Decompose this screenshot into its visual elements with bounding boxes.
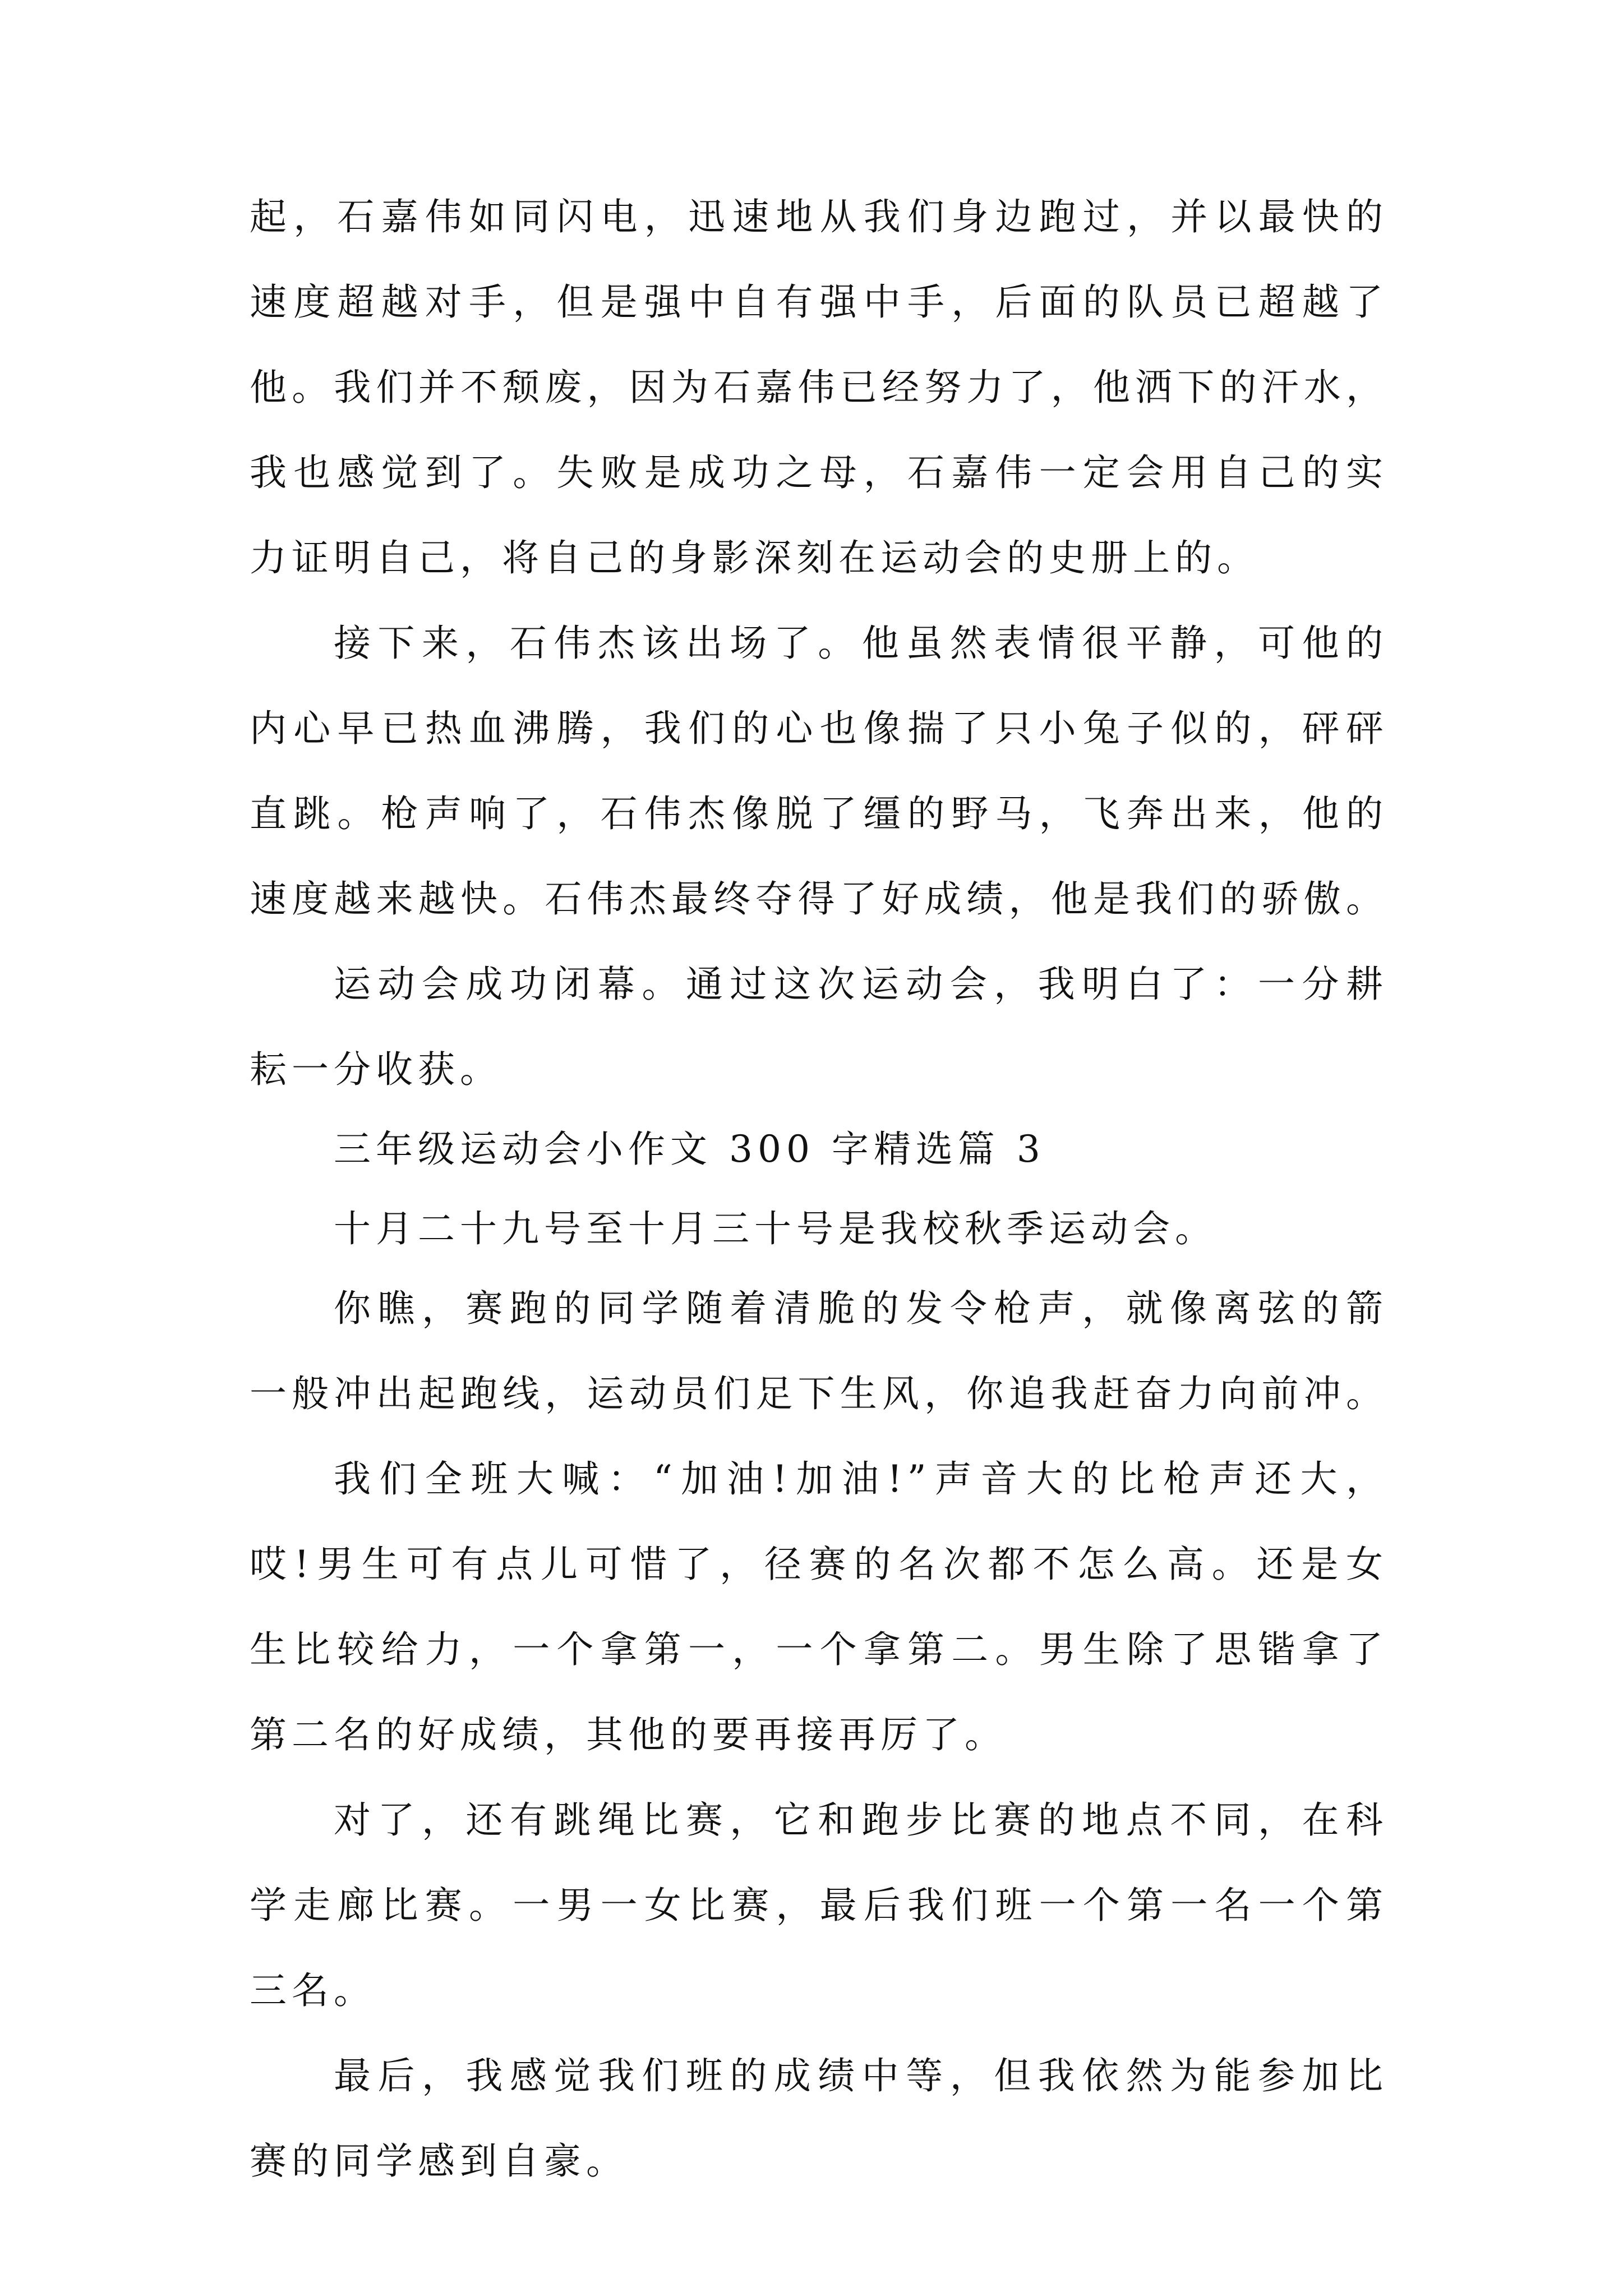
text-line: 我也感觉到了。失败是成功之母，石嘉伟一定会用自己的实 <box>250 451 1388 494</box>
text-line: 哎!男生可有点儿可惜了，径赛的名次都不怎么高。还是女 <box>250 1543 1388 1586</box>
document-body <box>250 191 1388 2188</box>
paragraph-first-line: 我们全班大喊：“加油!加油!”声音大的比枪声还大， <box>334 1457 1388 1501</box>
text-line: 内心早已热血沸腾，我们的心也像揣了只小兔子似的，砰砰 <box>250 707 1388 750</box>
text-line: 赛的同学感到自豪。 <box>250 2139 628 2183</box>
paragraph-first-line: 对了，还有跳绳比赛，它和跑步比赛的地点不同，在科 <box>334 1798 1388 1842</box>
text-line: 力证明自己，将自己的身影深刻在运动会的史册上的。 <box>250 536 1259 579</box>
section-heading: 三年级运动会小作文 300 字精选篇 3 <box>334 1128 1045 1171</box>
text-line: 三名。 <box>250 1969 376 2012</box>
text-line: 速度越来越快。石伟杰最终夺得了好成绩，他是我们的骄傲。 <box>250 877 1388 921</box>
text-line: 生比较给力，一个拿第一，一个拿第二。男生除了思锴拿了 <box>250 1628 1388 1671</box>
text-line: 直跳。枪声响了，石伟杰像脱了缰的野马，飞奔出来，他的 <box>250 792 1388 835</box>
paragraph-first-line: 接下来，石伟杰该出场了。他虽然表情很平静，可他的 <box>334 622 1388 665</box>
text-line: 第二名的好成绩，其他的要再接再厉了。 <box>250 1713 1007 1756</box>
text-line: 起，石嘉伟如同闪电，迅速地从我们身边跑过，并以最快的 <box>250 195 1388 238</box>
paragraph-first-line: 运动会成功闭幕。通过这次运动会，我明白了：一分耕 <box>334 963 1388 1006</box>
text-line: 速度超越对手，但是强中自有强中手，后面的队员已超越了 <box>250 280 1388 324</box>
text-line: 学走廊比赛。一男一女比赛，最后我们班一个第一名一个第 <box>250 1884 1388 1927</box>
paragraph-first-line: 你瞧，赛跑的同学随着清脆的发令枪声，就像离弦的箭 <box>334 1287 1388 1330</box>
text-line: 耘一分收获。 <box>250 1048 502 1091</box>
paragraph-first-line: 十月二十九号至十月三十号是我校秋季运动会。 <box>334 1207 1217 1250</box>
paragraph-first-line: 最后，我感觉我们班的成绩中等，但我依然为能参加比 <box>334 2054 1388 2097</box>
text-line: 一般冲出起跑线，运动员们足下生风，你追我赶奋力向前冲。 <box>250 1372 1388 1415</box>
text-line: 他。我们并不颓废，因为石嘉伟已经努力了，他洒下的汗水， <box>250 366 1388 409</box>
